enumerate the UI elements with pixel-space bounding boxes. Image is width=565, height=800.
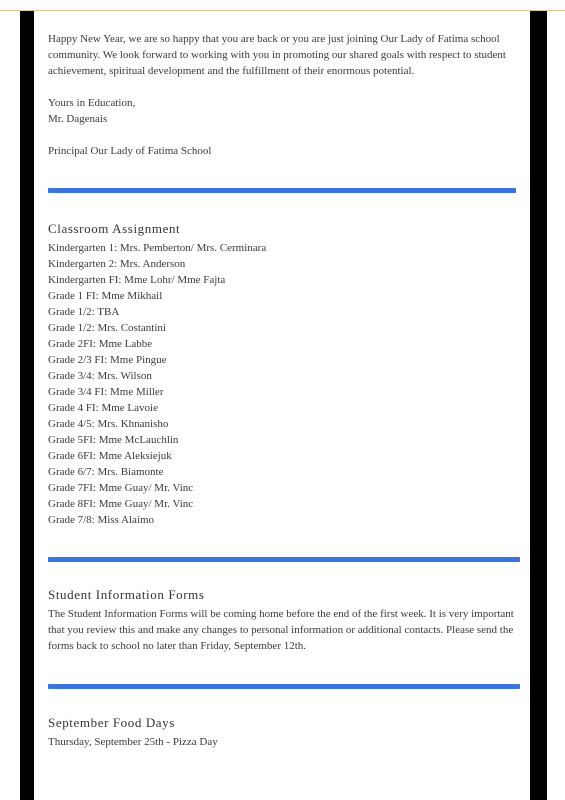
- student-forms-heading: Student Information Forms: [48, 587, 205, 602]
- list-item: Grade 8FI: Mme Guay/ Mr. Vinc: [48, 498, 194, 510]
- list-item: Grade 4/5: Mrs. Khnanisho: [48, 418, 169, 430]
- list-item: Grade 7FI: Mme Guay/ Mr. Vinc: [48, 482, 194, 494]
- list-item: Kindergarten FI: Mme Lohr/ Mme Fajta: [48, 274, 226, 286]
- list-item: Grade 2/3 FI: Mme Pingue: [48, 354, 167, 366]
- list-item: Grade 6FI: Mme Aleksiejuk: [48, 450, 172, 462]
- food-days-heading: September Food Days: [48, 715, 175, 730]
- signer-name: Mr. Dagenais: [48, 113, 108, 125]
- signer-title: Principal Our Lady of Fatima School: [48, 145, 212, 157]
- classroom-heading: Classroom Assignment: [48, 221, 181, 236]
- classroom-list: [48, 240, 516, 528]
- food-days-line: Thursday, September 25th - Pizza Day: [48, 736, 218, 748]
- intro-paragraph: Happy New Year, we are so happy that you are back or you are just joining Our Lady of Fatima school community. We look forward to working with you in promoting our shared goals with respect to student achievement, spiritual development and the fulfillment of their enormous potential.: [48, 33, 506, 77]
- list-item: Grade 1/2: Mrs. Costantini: [48, 322, 166, 334]
- student-forms-paragraph: The Student Information Forms will be coming home before the end of the first week. It is very important that you review this and make any changes to personal information or additional contacts. Please send the forms back to school no later than Friday, September 12th.: [48, 608, 514, 652]
- list-item: Grade 1/2: TBA: [48, 306, 120, 318]
- list-item: Kindergarten 1: Mrs. Pemberton/ Mrs. Cerminara: [48, 242, 267, 254]
- list-item: Grade 6/7: Mrs. Biamonte: [48, 466, 164, 478]
- list-item: Grade 7/8: Miss Alaimo: [48, 514, 155, 526]
- list-item: Kindergarten 2: Mrs. Anderson: [48, 258, 186, 270]
- list-item: Grade 5FI: Mme McLauchlin: [48, 434, 179, 446]
- list-item: Grade 1 FI: Mme Mikhail: [48, 290, 163, 302]
- list-item: Grade 2FI: Mme Labbe: [48, 338, 153, 350]
- list-item: Grade 3/4: Mrs. Wilson: [48, 370, 152, 382]
- closing-line: Yours in Education,: [48, 97, 136, 109]
- newsletter-sheet: [34, 11, 530, 800]
- list-item: Grade 3/4 FI: Mme Miller: [48, 386, 164, 398]
- list-item: Grade 4 FI: Mme Lavoie: [48, 402, 158, 414]
